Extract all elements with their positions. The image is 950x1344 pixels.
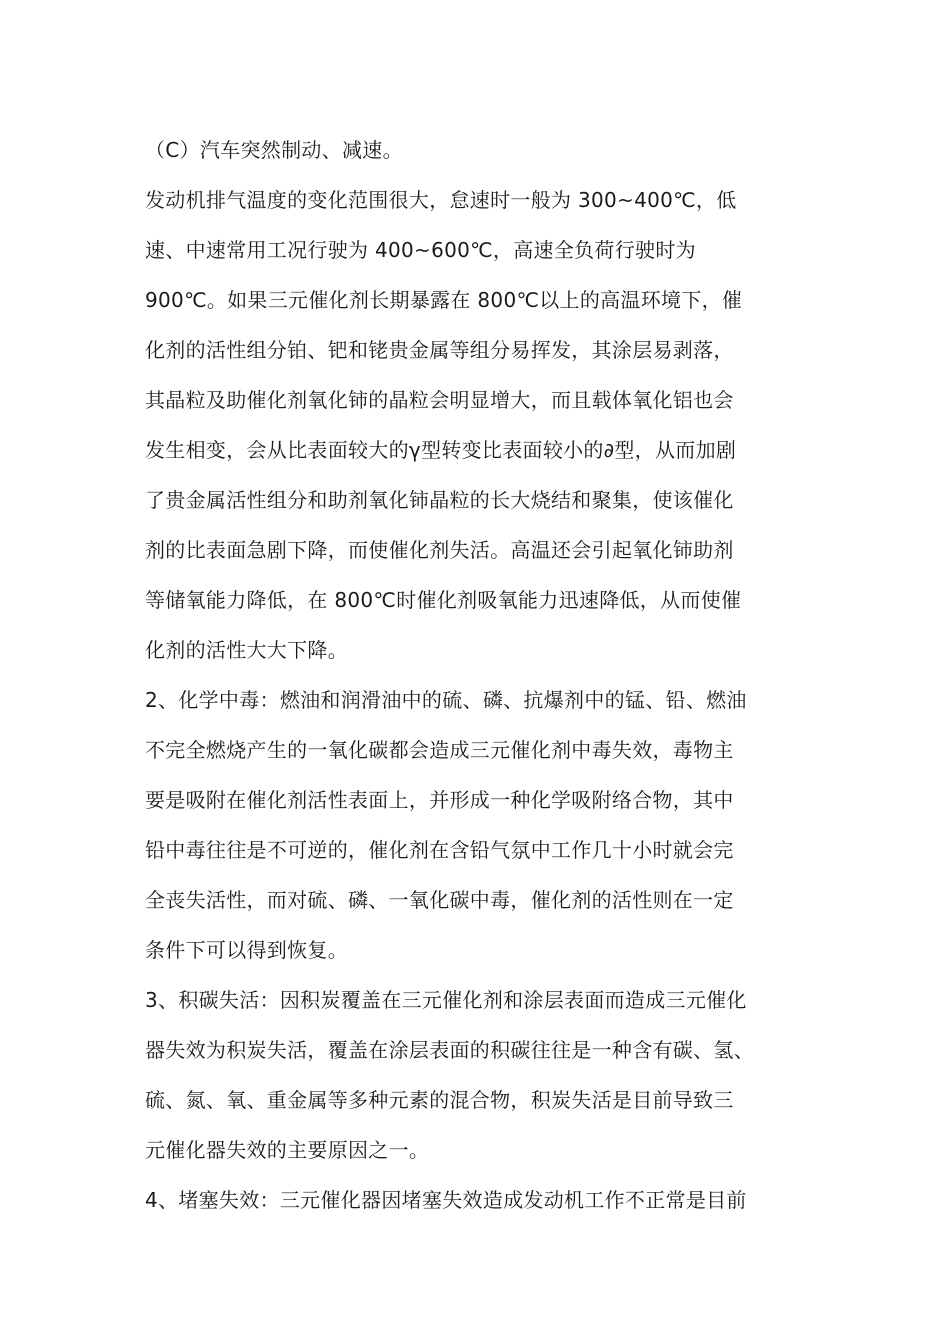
text-line: 900℃。如果三元催化剂长期暴露在 800℃以上的高温环境下，催 xyxy=(145,288,743,312)
text-line: （C）汽车突然制动、减速。 xyxy=(145,138,403,162)
text-line: 全丧失活性，而对硫、磷、一氧化碳中毒，催化剂的活性则在一定 xyxy=(145,888,734,912)
text-line: 其晶粒及助催化剂氧化铈的晶粒会明显增大，而且载体氧化铝也会 xyxy=(145,388,734,412)
text-line: 剂的比表面急剧下降，而使催化剂失活。高温还会引起氧化铈助剂 xyxy=(145,538,734,562)
text-line: 化剂的活性大大下降。 xyxy=(145,638,348,662)
text-line: 2、化学中毒：燃油和润滑油中的硫、磷、抗爆剂中的锰、铅、燃油 xyxy=(145,688,747,712)
text-line: 3、积碳失活：因积炭覆盖在三元催化剂和涂层表面而造成三元催化 xyxy=(145,988,747,1012)
text-line: 发动机排气温度的变化范围很大，怠速时一般为 300~400℃，低 xyxy=(145,188,737,212)
text-line: 了贵金属活性组分和助剂氧化铈晶粒的长大烧结和聚集，使该催化 xyxy=(145,488,734,512)
text-line: 铅中毒往往是不可逆的，催化剂在含铅气氛中工作几十小时就会完 xyxy=(145,838,734,862)
text-line: 元催化器失效的主要原因之一。 xyxy=(145,1138,430,1162)
text-line: 化剂的活性组分铂、钯和铑贵金属等组分易挥发，其涂层易剥落， xyxy=(145,338,734,362)
text-line: 条件下可以得到恢复。 xyxy=(145,938,348,962)
text-line: 等储氧能力降低，在 800℃时催化剂吸氧能力迅速降低，从而使催 xyxy=(145,588,742,612)
text-line: 要是吸附在催化剂活性表面上，并形成一种化学吸附络合物，其中 xyxy=(145,788,734,812)
text-line: 器失效为积炭失活，覆盖在涂层表面的积碳往往是一种含有碳、氢、 xyxy=(145,1038,754,1062)
text-line: 4、堵塞失效：三元催化器因堵塞失效造成发动机工作不正常是目前 xyxy=(145,1188,747,1212)
text-line: 发生相变，会从比表面较大的γ型转变比表面较小的∂型，从而加剧 xyxy=(145,438,737,462)
text-line: 速、中速常用工况行驶为 400~600℃，高速全负荷行驶时为 xyxy=(145,238,696,262)
text-line: 硫、氮、氧、重金属等多种元素的混合物，积炭失活是目前导致三 xyxy=(145,1088,734,1112)
text-line: 不完全燃烧产生的一氧化碳都会造成三元催化剂中毒失效，毒物主 xyxy=(145,738,734,762)
